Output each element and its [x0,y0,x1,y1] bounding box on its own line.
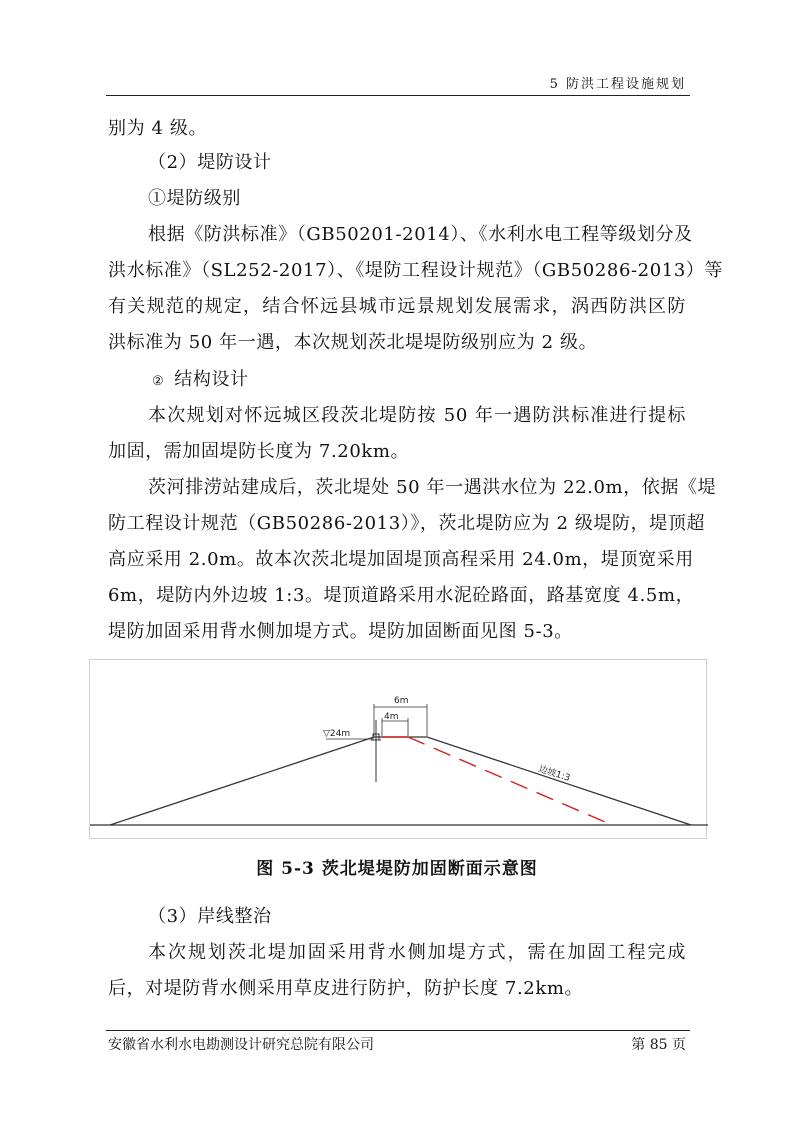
levee-cross-section-drawing [90,660,708,840]
paragraph-line: 堤防加固采用背水侧加堤方式。堤防加固断面见图 5-3。 [108,621,573,642]
subsection-number: ② [152,374,165,389]
paragraph-line: 洪水标准》（SL252-2017）、《堤防工程设计规范》（GB50286-2013）等 [108,260,724,281]
section-heading: （3）岸线整治 [148,906,272,927]
header-title: 5 防洪工程设施规划 [549,77,686,92]
footer-rule [106,1030,690,1031]
page-number: 第 85 页 [631,1037,686,1053]
subsection-title: 堤防级别 [166,188,242,209]
paragraph-line: 后，对堤防背水侧采用草皮进行防护，防护长度 7.2km。 [108,978,584,999]
subsection-title: 结构设计 [174,369,249,390]
paragraph-line: 高应采用 2.0m。故本次茨北堤加固堤顶高程采用 24.0m，堤顶宽采用 [108,549,694,570]
subsection-heading [148,187,241,211]
section-heading: （2）堤防设计 [148,152,272,173]
paragraph-line: 洪标准为 50 年一遇，本次规划茨北堤堤防级别应为 2 级。 [108,332,598,353]
paragraph-line: 防工程设计规范（GB50286-2013）》，茨北堤防应为 2 级堤防，堤顶超 [108,513,706,534]
levee-cross-section-figure [89,659,707,839]
paragraph-line: 根据《防洪标准》（GB50201-2014）、《水利水电工程等级划分及 [148,224,693,245]
elevation-label: ▽24m [323,729,351,739]
figure-caption: 图 5-3 茨北堤堤防加固断面示意图 [256,859,538,879]
slope-label: 边坡1:3 [537,764,572,784]
levee-outline [110,737,691,825]
paragraph-line: 茨河排涝站建成后，茨北堤处 50 年一遇洪水位为 22.0m，依据《堤 [148,477,717,498]
paragraph-line: 6m，堤防内外边坡 1:3。堤顶道路采用水泥砼路面，路基宽度 4.5m， [108,585,695,606]
footer-organization: 安徽省水利水电勘测设计研究总院有限公司 [108,1037,374,1053]
paragraph-line: 别为 4 级。 [108,118,208,139]
dim-6m-label: 6m [394,696,409,706]
subsection-number: ① [148,188,167,209]
paragraph-line: 有关规范的规定，结合怀远县城市远景规划发展需求，涡西防洪区防 [108,296,686,317]
subsection-heading [152,368,249,394]
paragraph-line: 本次规划对怀远城区段茨北堤防按 50 年一遇防洪标准进行提标 [148,405,686,426]
header-rule [106,95,690,96]
paragraph-line: 加固，需加固堤防长度为 7.20km。 [108,441,410,462]
original-slope-dashed [408,737,612,825]
paragraph-line: 本次规划茨北堤加固采用背水侧加堤方式，需在加固工程完成 [148,942,686,963]
dim-4m-label: 4m [384,712,399,722]
